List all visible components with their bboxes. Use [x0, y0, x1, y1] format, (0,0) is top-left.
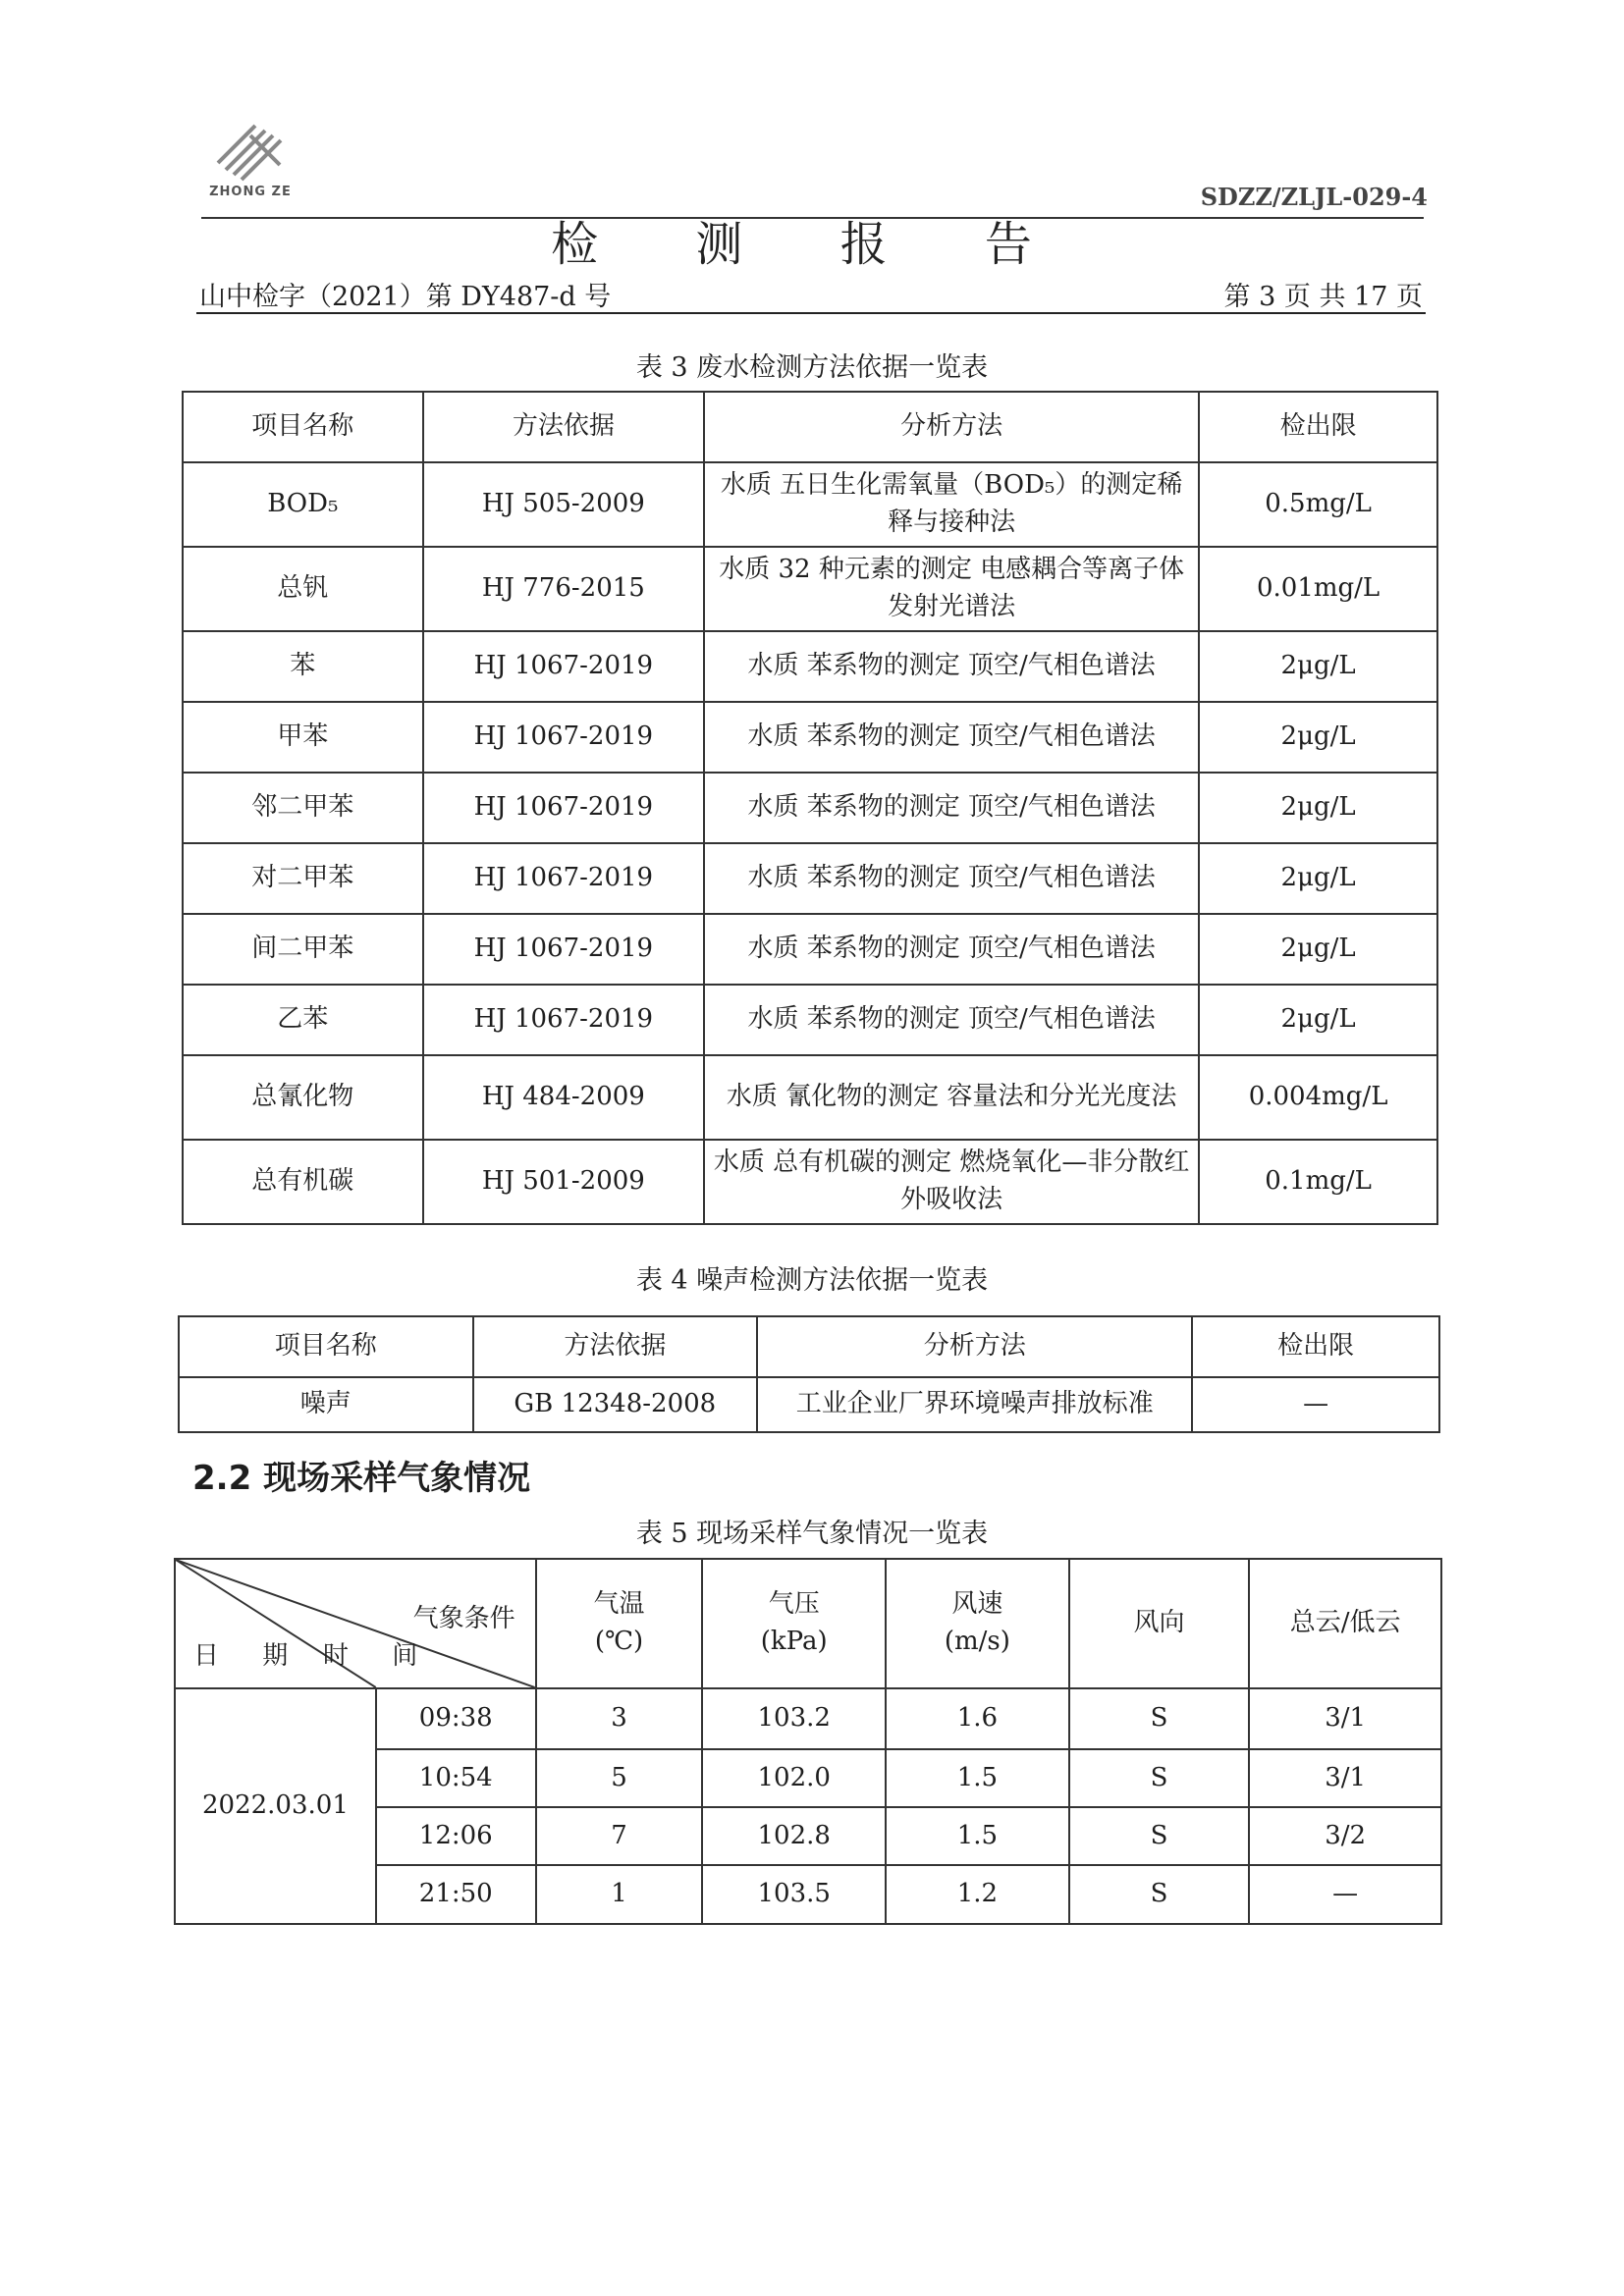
temp-cell: 3	[536, 1688, 703, 1749]
document-code: SDZZ/ZLJL-029-4	[1200, 183, 1428, 211]
wind-speed-cell: 1.5	[886, 1749, 1069, 1807]
table-row	[183, 547, 1437, 631]
header-line1: 风速	[951, 1589, 1003, 1620]
table-row	[183, 1055, 1437, 1140]
wastewater-method-table	[182, 391, 1438, 1225]
wind-dir-cell: S	[1069, 1865, 1250, 1924]
table-header-row	[179, 1316, 1439, 1377]
method-cell: HJ 1067-2019	[423, 631, 705, 702]
table3-caption: 表 3 废水检测方法依据一览表	[635, 352, 989, 383]
wind-dir-cell: S	[1069, 1749, 1250, 1807]
header-cell	[536, 1559, 703, 1688]
header-line2: (m/s)	[944, 1627, 1010, 1656]
analysis-cell: 水质 苯系物的测定 顶空/气相色谱法	[704, 985, 1199, 1055]
section-heading: 2.2 现场采样气象情况	[192, 1459, 531, 1498]
corner-label-date: 日 期	[193, 1641, 306, 1672]
limit-cell: 2μg/L	[1199, 843, 1437, 914]
limit-cell: —	[1192, 1377, 1439, 1432]
table-row	[183, 702, 1437, 773]
header-cell: 风向	[1069, 1559, 1250, 1688]
table5-caption: 表 5 现场采样气象情况一览表	[635, 1519, 989, 1549]
analysis-cell: 水质 苯系物的测定 顶空/气相色谱法	[704, 631, 1199, 702]
report-title: 检 测 报 告	[551, 217, 1073, 272]
item-cell: 对二甲苯	[183, 843, 423, 914]
time-cell: 10:54	[376, 1749, 536, 1807]
temp-cell: 5	[536, 1749, 703, 1807]
wind-dir-cell: S	[1069, 1807, 1250, 1865]
header-cell	[886, 1559, 1069, 1688]
item-cell: 噪声	[179, 1377, 473, 1432]
item-cell: 总有机碳	[183, 1140, 423, 1224]
subheader-divider	[196, 312, 1426, 314]
limit-cell: 2μg/L	[1199, 773, 1437, 843]
analysis-cell: 水质 总有机碳的测定 燃烧氧化—非分散红外吸收法	[704, 1140, 1199, 1224]
analysis-cell: 水质 苯系物的测定 顶空/气相色谱法	[704, 914, 1199, 985]
method-cell: HJ 1067-2019	[423, 702, 705, 773]
limit-cell: 0.01mg/L	[1199, 547, 1437, 631]
pressure-cell: 102.8	[702, 1807, 886, 1865]
weather-table	[174, 1558, 1442, 1925]
temp-cell: 1	[536, 1865, 703, 1924]
temp-cell: 7	[536, 1807, 703, 1865]
header-cell	[702, 1559, 886, 1688]
table-row	[175, 1688, 1441, 1749]
limit-cell: 2μg/L	[1199, 985, 1437, 1055]
header-cell: 检出限	[1192, 1316, 1439, 1377]
item-cell: 甲苯	[183, 702, 423, 773]
wind-dir-cell: S	[1069, 1688, 1250, 1749]
method-cell: HJ 1067-2019	[423, 985, 705, 1055]
table-row	[183, 773, 1437, 843]
analysis-cell: 水质 32 种元素的测定 电感耦合等离子体发射光谱法	[704, 547, 1199, 631]
analysis-cell: 水质 苯系物的测定 顶空/气相色谱法	[704, 702, 1199, 773]
time-cell: 21:50	[376, 1865, 536, 1924]
cloud-cell: 3/1	[1249, 1688, 1441, 1749]
header-cell: 分析方法	[757, 1316, 1192, 1377]
method-cell: HJ 776-2015	[423, 547, 705, 631]
corner-label-condition: 气象条件	[412, 1604, 515, 1633]
method-cell: HJ 505-2009	[423, 462, 705, 547]
pressure-cell: 103.2	[702, 1688, 886, 1749]
page-number: 第 3 页 共 17 页	[1223, 282, 1423, 312]
wind-speed-cell: 1.5	[886, 1807, 1069, 1865]
limit-cell: 2μg/L	[1199, 914, 1437, 985]
header-cell: 方法依据	[473, 1316, 758, 1377]
limit-cell: 2μg/L	[1199, 631, 1437, 702]
header-line2: (kPa)	[760, 1627, 828, 1656]
cloud-cell: —	[1249, 1865, 1441, 1924]
analysis-cell: 水质 五日生化需氧量（BOD₅）的测定稀释与接种法	[704, 462, 1199, 547]
time-cell: 12:06	[376, 1807, 536, 1865]
item-cell: 乙苯	[183, 985, 423, 1055]
header-line2: (℃)	[594, 1627, 644, 1656]
corner-header-cell	[175, 1559, 536, 1688]
item-cell: 总氰化物	[183, 1055, 423, 1140]
limit-cell: 0.1mg/L	[1199, 1140, 1437, 1224]
header-cell: 分析方法	[704, 392, 1199, 462]
header-cell: 项目名称	[179, 1316, 473, 1377]
cloud-cell: 3/1	[1249, 1749, 1441, 1807]
table-row	[183, 914, 1437, 985]
wind-speed-cell: 1.2	[886, 1865, 1069, 1924]
logo-icon	[196, 116, 304, 185]
pressure-cell: 103.5	[702, 1865, 886, 1924]
table-row	[183, 631, 1437, 702]
method-cell: HJ 1067-2019	[423, 914, 705, 985]
table4-caption: 表 4 噪声检测方法依据一览表	[635, 1265, 989, 1296]
time-cell: 09:38	[376, 1688, 536, 1749]
cloud-cell: 3/2	[1249, 1807, 1441, 1865]
noise-method-table	[178, 1315, 1440, 1433]
analysis-cell: 工业企业厂界环境噪声排放标准	[757, 1377, 1192, 1432]
table-row	[183, 985, 1437, 1055]
analysis-cell: 水质 苯系物的测定 顶空/气相色谱法	[704, 773, 1199, 843]
item-cell: 总钒	[183, 547, 423, 631]
method-cell: HJ 1067-2019	[423, 843, 705, 914]
header-line1: 气压	[768, 1589, 820, 1620]
analysis-cell: 水质 苯系物的测定 顶空/气相色谱法	[704, 843, 1199, 914]
table-row	[183, 843, 1437, 914]
item-cell: 苯	[183, 631, 423, 702]
item-cell: 间二甲苯	[183, 914, 423, 985]
item-cell: BOD₅	[183, 462, 423, 547]
table-row	[179, 1377, 1439, 1432]
method-cell: HJ 1067-2019	[423, 773, 705, 843]
pressure-cell: 102.0	[702, 1749, 886, 1807]
method-cell: HJ 501-2009	[423, 1140, 705, 1224]
date-cell: 2022.03.01	[175, 1688, 376, 1924]
table-row	[183, 1140, 1437, 1224]
table-header-row	[175, 1559, 1441, 1688]
header-cell: 方法依据	[423, 392, 705, 462]
header-line1: 气温	[593, 1589, 645, 1620]
report-number: 山中检字（2021）第 DY487-d 号	[199, 282, 612, 312]
method-cell: HJ 484-2009	[423, 1055, 705, 1140]
wind-speed-cell: 1.6	[886, 1688, 1069, 1749]
corner-label-time: 时 间	[323, 1641, 436, 1672]
header-cell: 检出限	[1199, 392, 1437, 462]
logo-text: ZHONG ZE	[209, 185, 292, 199]
method-cell: GB 12348-2008	[473, 1377, 758, 1432]
limit-cell: 2μg/L	[1199, 702, 1437, 773]
header-cell: 总云/低云	[1249, 1559, 1441, 1688]
company-logo	[196, 116, 304, 214]
limit-cell: 0.5mg/L	[1199, 462, 1437, 547]
table-header-row	[183, 392, 1437, 462]
item-cell: 邻二甲苯	[183, 773, 423, 843]
table-row	[183, 462, 1437, 547]
analysis-cell: 水质 氰化物的测定 容量法和分光光度法	[704, 1055, 1199, 1140]
limit-cell: 0.004mg/L	[1199, 1055, 1437, 1140]
header-cell: 项目名称	[183, 392, 423, 462]
